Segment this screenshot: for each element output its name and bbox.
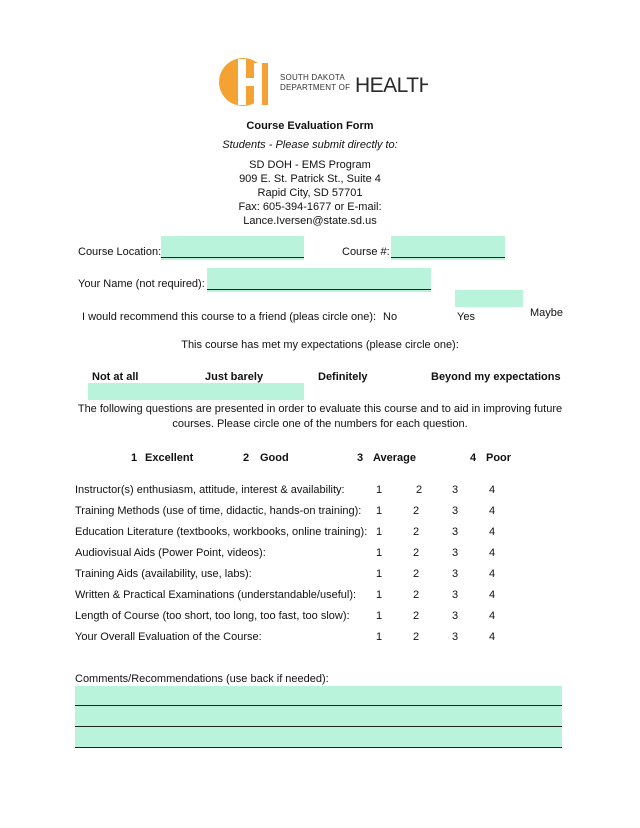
rating-option[interactable]: 4 [488, 589, 496, 601]
instructions-line: The following questions are presented in order to evaluate this course and to aid in improving future [77, 403, 563, 415]
rating-option[interactable]: 1 [375, 610, 383, 622]
scale-number: 3 [357, 452, 364, 464]
question-label: Length of Course (too short, too long, too fast, too slow): [75, 610, 350, 622]
scale-number: 2 [243, 452, 250, 464]
rating-option[interactable]: 2 [412, 526, 420, 538]
rating-option[interactable]: 4 [488, 484, 496, 496]
expectations-label: This course has met my expectations (please circle one): [181, 339, 459, 351]
rating-option[interactable]: 2 [412, 610, 420, 622]
question-label: Your Overall Evaluation of the Course: [75, 631, 262, 643]
rating-option[interactable]: 2 [415, 484, 423, 496]
rating-option[interactable]: 3 [451, 526, 459, 538]
rating-option[interactable]: 1 [375, 589, 383, 601]
expectation-option[interactable]: Just barely [205, 371, 264, 383]
rating-option[interactable]: 1 [375, 631, 383, 643]
address-line: 909 E. St. Patrick St., Suite 4 [239, 173, 381, 185]
rating-option[interactable]: 1 [375, 568, 383, 580]
rating-option[interactable]: 2 [412, 547, 420, 559]
rating-option[interactable]: 4 [488, 610, 496, 622]
scale-label: Average [373, 452, 417, 464]
rating-option[interactable]: 2 [412, 568, 420, 580]
rating-option[interactable]: 4 [488, 631, 496, 643]
name-underline [207, 289, 431, 290]
rating-option[interactable]: 1 [375, 484, 383, 496]
rating-option[interactable]: 4 [488, 547, 496, 559]
rating-option[interactable]: 3 [451, 484, 459, 496]
question-label: Written & Practical Examinations (understandable/useful): [75, 589, 357, 601]
rating-option[interactable]: 1 [375, 526, 383, 538]
rating-option[interactable]: 3 [451, 631, 459, 643]
comments-line [75, 726, 562, 727]
rating-option[interactable]: 4 [488, 526, 496, 538]
comments-label: Comments/Recommendations (use back if needed): [75, 673, 329, 685]
scale-label: Poor [486, 452, 512, 464]
expectation-option[interactable]: Not at all [92, 371, 139, 383]
name-label: Your Name (not required): [78, 278, 205, 290]
rating-option[interactable]: 3 [451, 568, 459, 580]
rating-option[interactable]: 3 [451, 505, 459, 517]
sd-doh-logo [218, 55, 428, 109]
address-line: SD DOH - EMS Program [249, 159, 371, 171]
rating-option[interactable]: 2 [412, 505, 420, 517]
comments-line [75, 747, 562, 748]
rating-option[interactable]: 4 [488, 505, 496, 517]
scale-number: 1 [131, 452, 138, 464]
rating-option[interactable]: 4 [488, 568, 496, 580]
logo-word: HEALTH [355, 74, 428, 97]
email-address: Lance.Iversen@state.sd.us [243, 215, 377, 227]
question-label: Instructor(s) enthusiasm, attitude, interest & availability: [75, 484, 345, 496]
rating-option[interactable]: 1 [375, 505, 383, 517]
course-number-label: Course #: [342, 246, 390, 258]
comments-field[interactable] [75, 686, 562, 748]
course-location-underline [161, 257, 304, 258]
expectation-option[interactable]: Beyond my expectations [431, 371, 561, 383]
logo-line1: SOUTH DAKOTA [280, 73, 345, 82]
expectations-circle-field[interactable] [88, 383, 304, 400]
rating-option[interactable]: 3 [451, 610, 459, 622]
scale-label: Excellent [145, 452, 194, 464]
recommend-circle-field[interactable] [455, 290, 523, 307]
question-label: Audiovisual Aids (Power Point, videos): [75, 547, 266, 559]
course-number-underline [391, 257, 505, 258]
scale-number: 4 [470, 452, 477, 464]
question-label: Education Literature (textbooks, workbooks, online training): [75, 526, 368, 538]
comments-line [75, 705, 562, 706]
address-line: Rapid City, SD 57701 [257, 187, 363, 199]
recommend-option-maybe[interactable]: Maybe [530, 307, 564, 319]
rating-option[interactable]: 2 [412, 589, 420, 601]
logo-line2: DEPARTMENT OF [280, 83, 351, 92]
scale-label: Good [260, 452, 289, 464]
form-title: Course Evaluation Form [246, 120, 374, 132]
question-label: Training Aids (availability, use, labs): [75, 568, 252, 580]
rating-option[interactable]: 1 [375, 547, 383, 559]
expectation-option[interactable]: Definitely [318, 371, 368, 383]
address-line: Fax: 605-394-1677 or E-mail: [238, 201, 382, 213]
recommend-label: I would recommend this course to a friend (pleas circle one): [82, 311, 377, 323]
instructions-line: courses. Please circle one of the numbers for each question. [172, 418, 468, 430]
rating-option[interactable]: 2 [412, 631, 420, 643]
rating-option[interactable]: 3 [451, 589, 459, 601]
recommend-option-yes[interactable]: Yes [457, 311, 475, 323]
course-location-label: Course Location: [78, 246, 162, 258]
question-label: Training Methods (use of time, didactic, hands-on training): [75, 505, 362, 517]
form-subtitle: Students - Please submit directly to: [222, 139, 398, 151]
rating-option[interactable]: 3 [451, 547, 459, 559]
recommend-option-no[interactable]: No [383, 311, 398, 323]
